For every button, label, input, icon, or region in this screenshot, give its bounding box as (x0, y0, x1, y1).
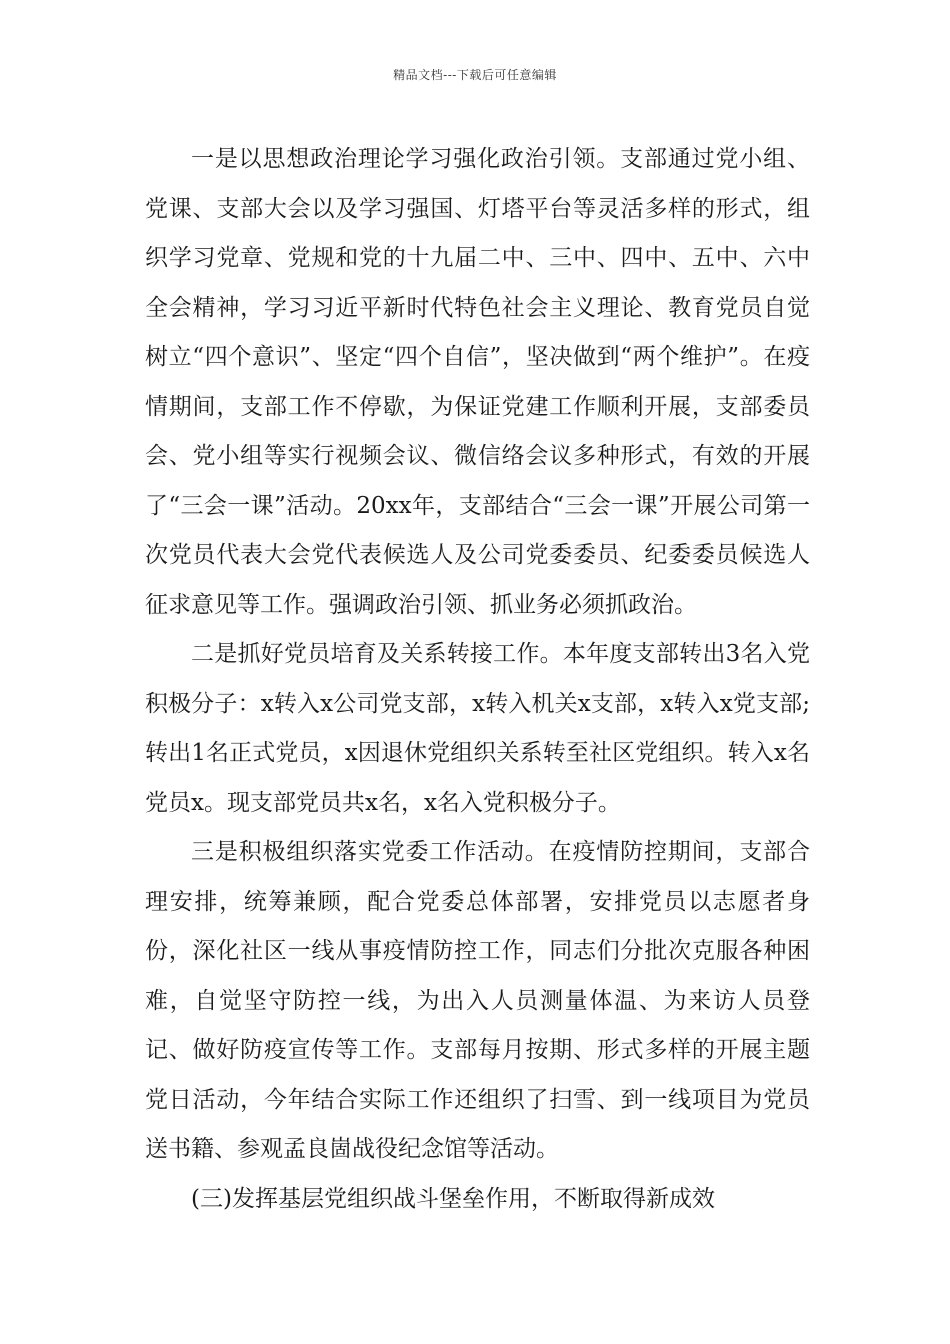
section-heading: (三)发挥基层党组织战斗堡垒作用，不断取得新成效 (191, 1185, 715, 1212)
page-header: 精品文档---下载后可任意编辑 (393, 68, 557, 82)
paragraph-party-activities: 三是积极组织落实党委工作活动。在疫情防控期间，支部合理安排，统筹兼顾，配合党委总体部署，安排党员以志愿者身份，深化社区一线从事疫情防控工作，同志们分批次克服各种困难，自觉坚守防控一线，为出入人员测量体温、为来访人员登记、做好防疫宣传等工作。支部每月按期、形式多样的开展主题党日活动，今年结合实际工作还组织了扫雪、到一线项目为党员送书籍、参观孟良崮战役纪念馆等活动。 (145, 839, 810, 1162)
paragraph-member-transfer: 二是抓好党员培育及关系转接工作。本年度支部转出3名入党积极分子：x转入x公司党支部，x转入机关x支部，x转入x党支部;转出1名正式党员，x因退休党组织关系转至社区党组织。转入x名党员x。现支部党员共x名，x名入党积极分子。 (145, 641, 810, 816)
document-body (145, 135, 810, 1224)
paragraph-political-study: 一是以思想政治理论学习强化政治引领。支部通过党小组、党课、支部大会以及学习强国、灯塔平台等灵活多样的形式，组织学习党章、党规和党的十九届二中、三中、四中、五中、六中全会精神，学习习近平新时代特色社会主义理论、教育党员自觉树立“四个意识”、坚定“四个自信”，坚决做到“两个维护”。在疫情期间，支部工作不停歇，为保证党建工作顺利开展，支部委员会、党小组等实行视频会议、微信络会议多种形式，有效的开展了“三会一课”活动。20xx年，支部结合“三会一课”开展公司第一次党员代表大会党代表候选人及公司党委委员、纪委委员候选人征求意见等工作。强调政治引领、抓业务必须抓政治。 (145, 146, 810, 618)
